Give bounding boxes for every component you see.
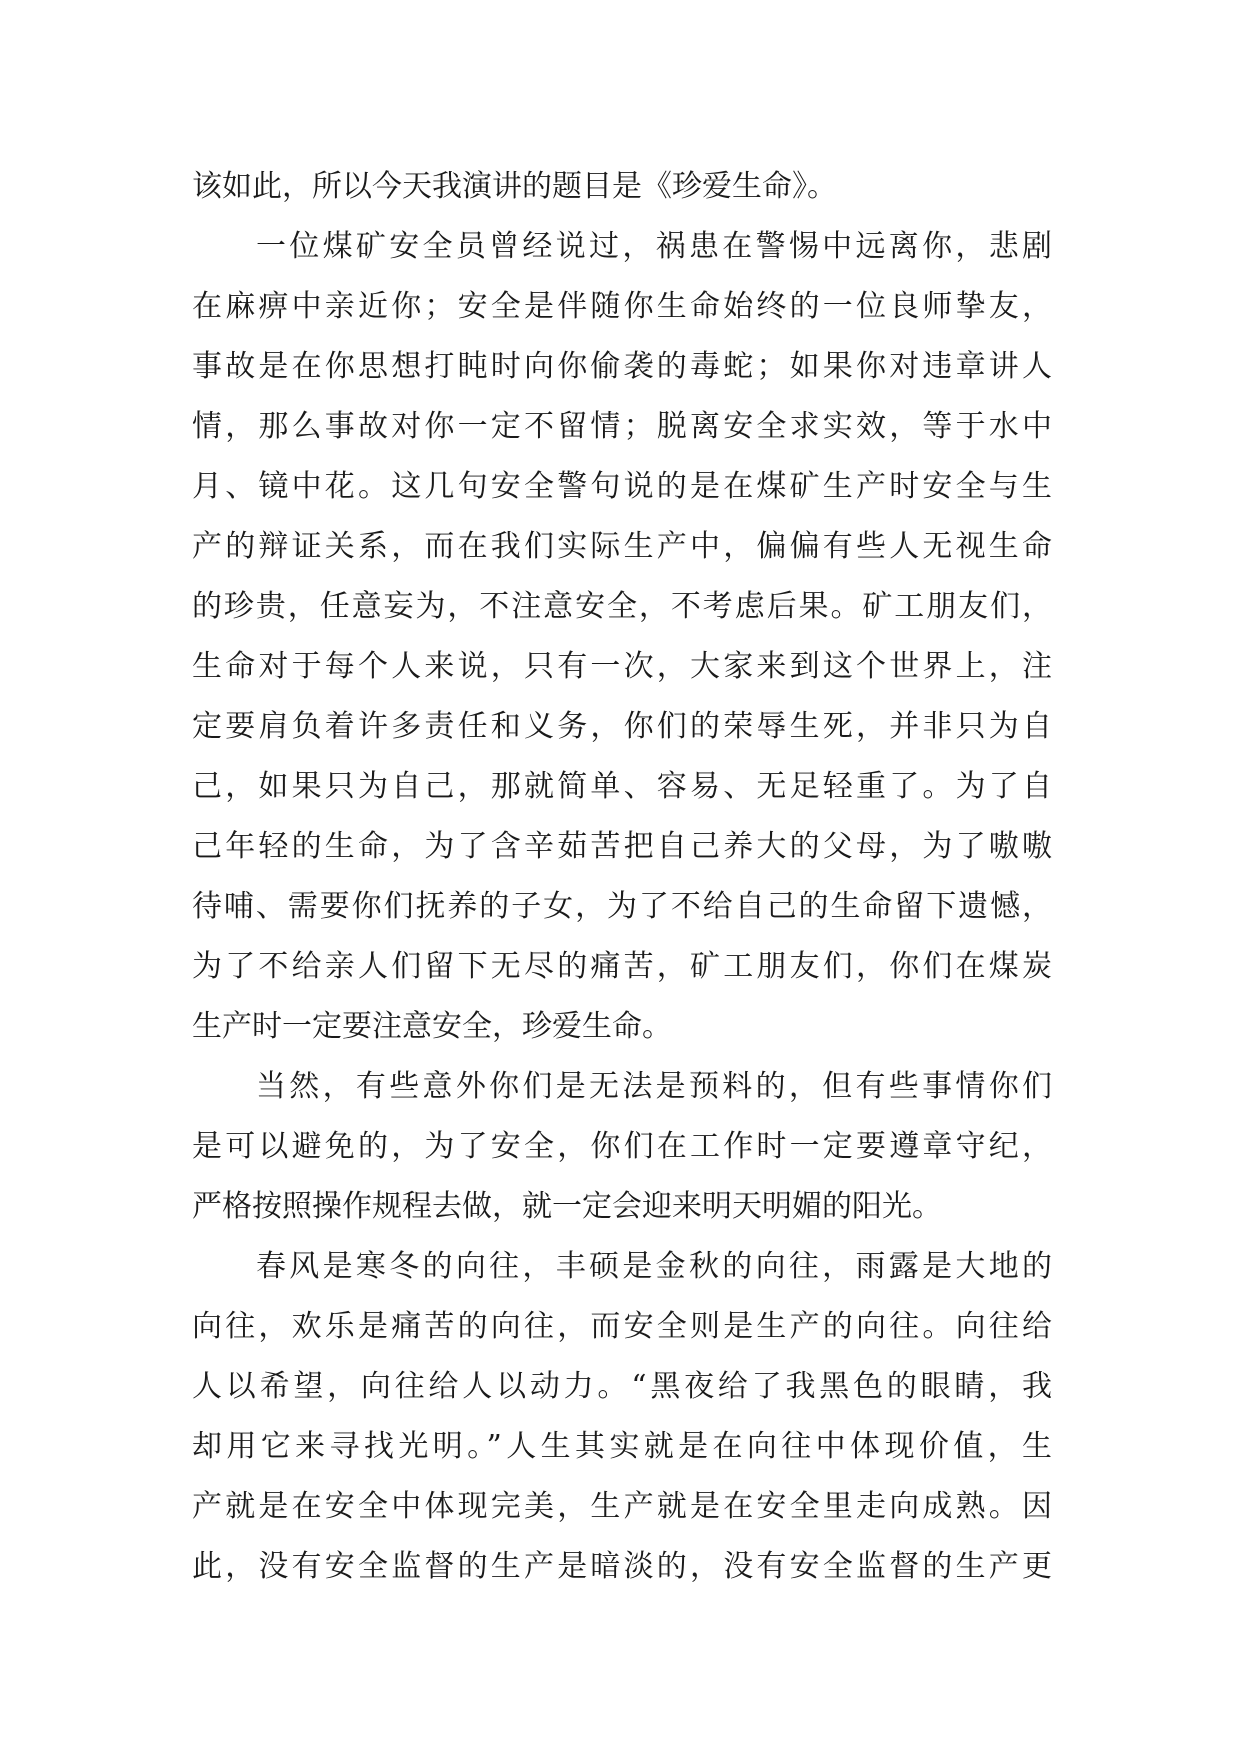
text-line: 生命对于每个人来说，只有一次，大家来到这个世界上，注 xyxy=(192,649,1052,684)
text-line: 定要肩负着许多责任和义务，你们的荣辱生死，并非只为自 xyxy=(192,709,1052,744)
text-line: 人以希望，向往给人以动力。“黑夜给了我黑色的眼睛，我 xyxy=(192,1369,1052,1404)
text-line: 情，那么事故对你一定不留情；脱离安全求实效，等于水中 xyxy=(192,409,1052,444)
text-line: 为了不给亲人们留下无尽的痛苦，矿工朋友们，你们在煤炭 xyxy=(192,949,1052,984)
text-line: 当然，有些意外你们是无法是预料的，但有些事情你们 xyxy=(256,1069,1052,1104)
text-line: 此，没有安全监督的生产是暗淡的，没有安全监督的生产更 xyxy=(192,1549,1052,1584)
text-line: 是可以避免的，为了安全，你们在工作时一定要遵章守纪， xyxy=(192,1129,1052,1164)
text-line: 在麻痹中亲近你；安全是伴随你生命始终的一位良师挚友， xyxy=(192,289,1052,324)
text-line: 严格按照操作规程去做，就一定会迎来明天明媚的阳光。 xyxy=(192,1189,942,1224)
text-line: 己，如果只为自己，那就简单、容易、无足轻重了。为了自 xyxy=(192,769,1052,804)
text-line: 却用它来寻找光明。”人生其实就是在向往中体现价值，生 xyxy=(192,1429,1052,1464)
text-line: 月、镜中花。这几句安全警句说的是在煤矿生产时安全与生 xyxy=(192,469,1052,504)
text-line: 事故是在你思想打盹时向你偷袭的毒蛇；如果你对违章讲人 xyxy=(192,349,1052,384)
text-line: 一位煤矿安全员曾经说过，祸患在警惕中远离你，悲剧 xyxy=(256,229,1052,264)
text-line: 产的辩证关系，而在我们实际生产中，偏偏有些人无视生命 xyxy=(192,529,1052,564)
text-line: 向往，欢乐是痛苦的向往，而安全则是生产的向往。向往给 xyxy=(192,1309,1052,1344)
text-line: 春风是寒冬的向往，丰硕是金秋的向往，雨露是大地的 xyxy=(256,1249,1052,1284)
text-line: 生产时一定要注意安全，珍爱生命。 xyxy=(192,1009,672,1044)
text-line: 待哺、需要你们抚养的子女，为了不给自己的生命留下遗憾， xyxy=(192,889,1052,924)
text-line: 己年轻的生命，为了含辛茹苦把自己养大的父母，为了嗷嗷 xyxy=(192,829,1052,864)
text-line: 产就是在安全中体现完美，生产就是在安全里走向成熟。因 xyxy=(192,1489,1052,1524)
text-line: 该如此，所以今天我演讲的题目是《珍爱生命》。 xyxy=(192,169,837,204)
text-line: 的珍贵，任意妄为，不注意安全，不考虑后果。矿工朋友们， xyxy=(192,589,1052,624)
body-text xyxy=(192,157,1052,1597)
